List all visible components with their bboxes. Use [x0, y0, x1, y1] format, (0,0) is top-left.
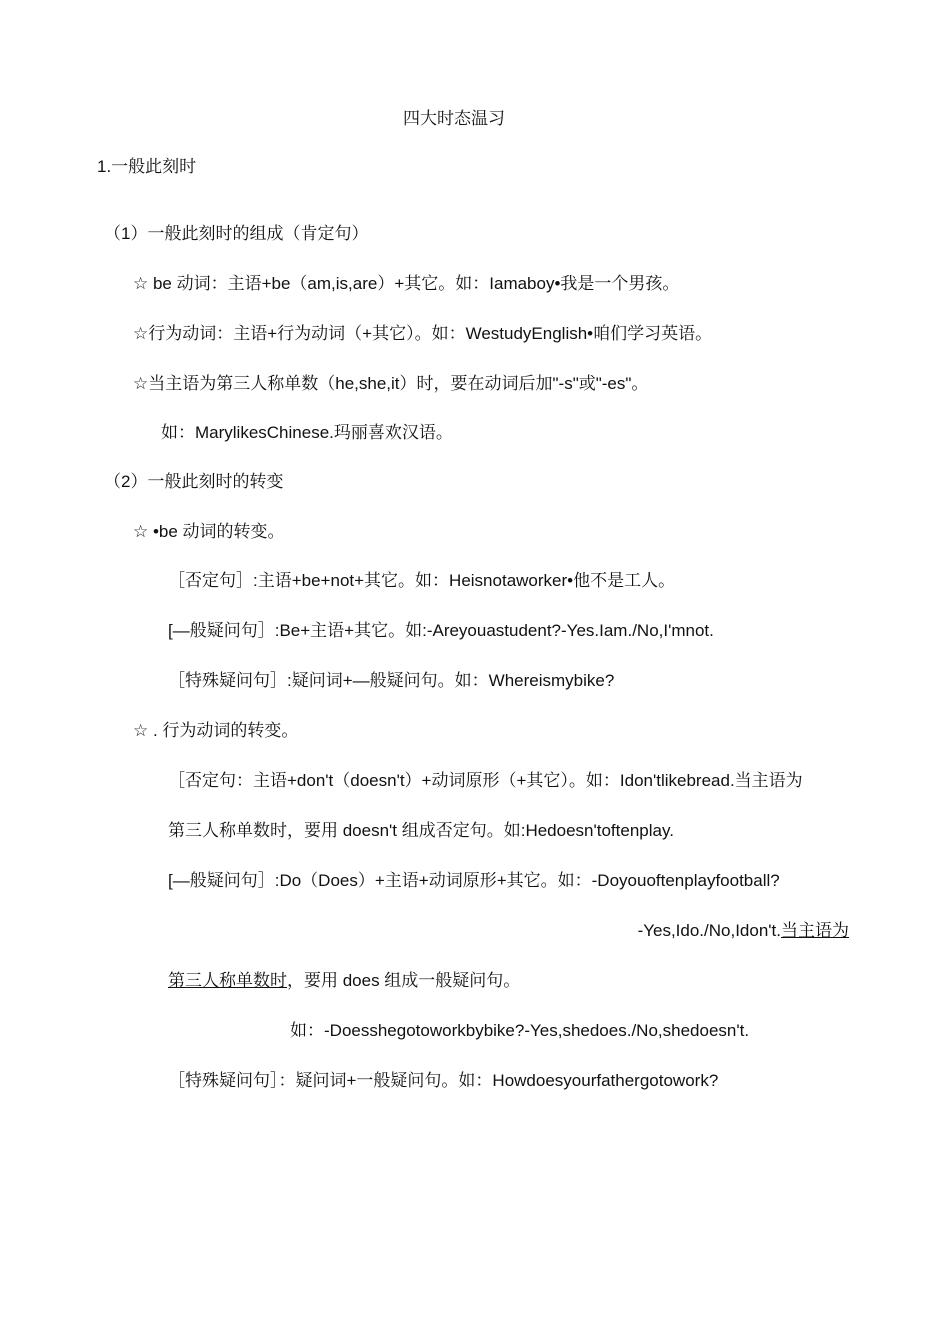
- be-negative: ［否定句］:主语+be+not+其它。如：Heisnotaworker•他不是工人。: [168, 571, 676, 590]
- be-general-question: [—般疑问句］:Be+主语+其它。如:-Areyouastudent?-Yes.Iam./No,I'mnot.: [168, 621, 714, 640]
- rule-third-person: ☆当主语为第三人称单数（he,she,it）时，要在动词后加"-s"或"-es"。: [133, 374, 649, 393]
- example-line: 如：-Doesshegotoworkbybike?-Yes,shedoes./No,shedoesn't.: [290, 1021, 750, 1040]
- example-line: 如：MarylikesChinese.玛丽喜欢汉语。: [161, 423, 453, 442]
- rule-be-change: ☆ •be 动词的转变。: [133, 522, 285, 541]
- be-special-question: ［特殊疑问句］:疑问词+—般疑问句。如：Whereismybike?: [168, 671, 615, 690]
- verb-general-question-note: [168, 969, 520, 993]
- page-title: 四大时态温习: [403, 109, 505, 128]
- answer-text: -Yes,Ido./No,Idon't.: [637, 921, 781, 940]
- verb-negative-continued: 第三人称单数时，要用 doesn't 组成否定句。如:Hedoesn'toftenplay.: [168, 821, 674, 840]
- section-heading: 1.一般此刻时: [97, 157, 197, 176]
- verb-special-question: ［特殊疑问句］：疑问词+一般疑问句。如：Howdoesyourfathergotowork?: [168, 1071, 719, 1090]
- rule-verb-change: ☆ . 行为动词的转变。: [133, 721, 299, 740]
- verb-general-answer: [638, 919, 849, 943]
- underlined-text: 当主语为: [781, 921, 849, 940]
- underlined-text: 第三人称单数时: [168, 971, 287, 990]
- subsection-heading: （1）一般此刻时的组成（肯定句）: [104, 224, 369, 243]
- verb-negative: ［否定句：主语+don't（doesn't）+动词原形（+其它）。如：Idon'tlikebread.当主语为: [168, 771, 803, 790]
- rule-action-verb: ☆行为动词：主语+行为动词（+其它）。如：WestudyEnglish•咱们学习英语。: [133, 324, 713, 343]
- rule-be-verb: ☆ be 动词：主语+be（am,is,are）+其它。如：Iamaboy•我是一个男孩。: [133, 274, 680, 293]
- verb-general-question: [—般疑问句］:Do（Does）+主语+动词原形+其它。如：-Doyouoftenplayfootball?: [168, 871, 780, 890]
- note-text: ，要用 does 组成一般疑问句。: [287, 971, 521, 990]
- subsection-heading: （2）一般此刻时的转变: [104, 472, 284, 491]
